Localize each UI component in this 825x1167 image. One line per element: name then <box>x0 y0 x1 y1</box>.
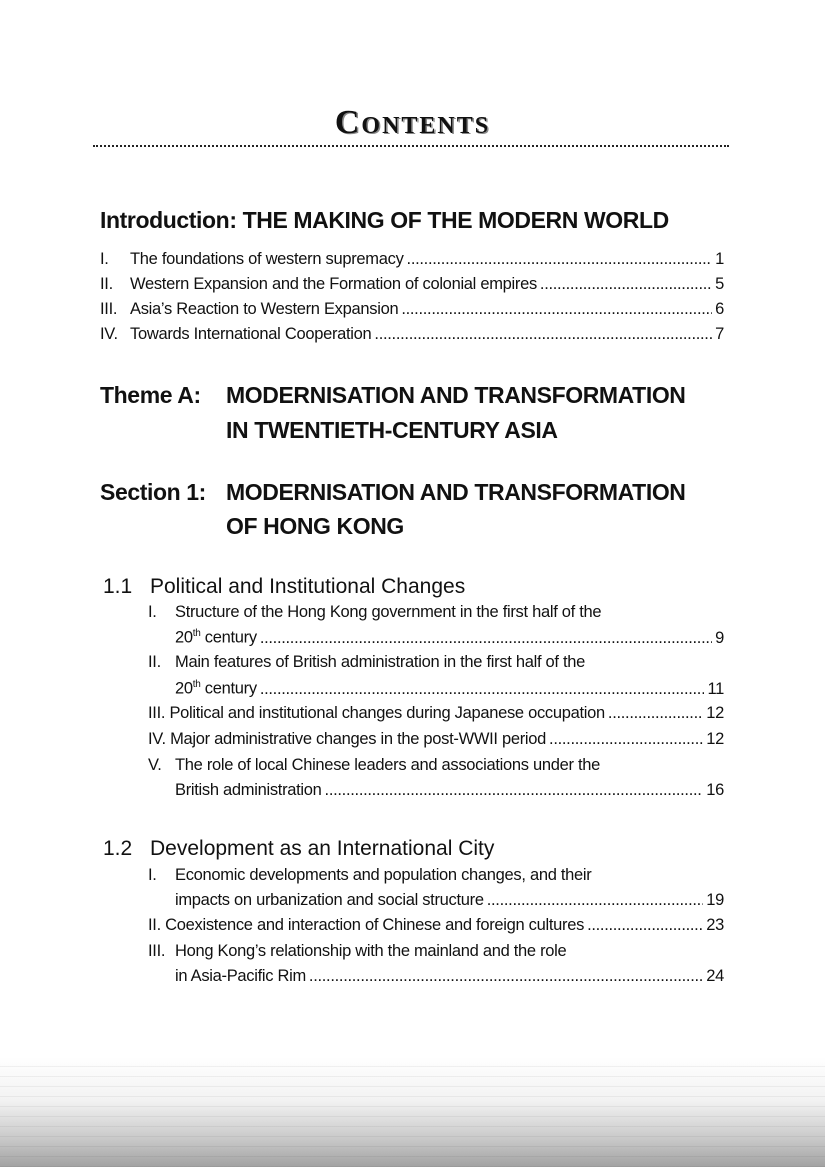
toc-entry[interactable] <box>148 916 724 935</box>
entry-page: 24 <box>706 967 724 985</box>
section-heading <box>100 479 686 506</box>
toc-entry-line2[interactable] <box>175 781 724 800</box>
toc-entry[interactable] <box>148 730 724 749</box>
entry-number: III. <box>148 704 166 722</box>
leader-dots <box>325 781 704 800</box>
theme-title-line1: MODERNISATION AND TRANSFORMATION <box>226 382 686 408</box>
entry-page: 23 <box>706 916 724 934</box>
entry-label: Structure of the Hong Kong government in the first half of the <box>175 603 602 621</box>
entry-number: I. <box>148 603 157 621</box>
leader-dots <box>549 730 703 749</box>
entry-label-cont: impacts on urbanization and social structure <box>175 891 484 909</box>
entry-number: I. <box>148 866 157 884</box>
bottom-gradient-band <box>0 1057 825 1167</box>
entry-label: Western Expansion and the Formation of colonial empires <box>130 275 537 293</box>
intro-heading: Introduction: THE MAKING OF THE MODERN WORLD <box>100 207 669 233</box>
entry-label: Political and institutional changes during Japanese occupation <box>169 704 605 722</box>
entry-label-cont <box>175 628 257 648</box>
toc-entry-line2[interactable] <box>175 628 724 648</box>
dotted-divider <box>93 145 729 147</box>
entry-label-cont <box>175 679 257 699</box>
subsection-1-2[interactable] <box>103 837 494 861</box>
superscript: th <box>192 679 201 690</box>
leader-dots <box>608 704 703 723</box>
toc-entry-line1[interactable] <box>148 866 591 885</box>
entry-label: Coexistence and interaction of Chinese and foreign cultures <box>165 916 585 934</box>
entry-page: 11 <box>707 679 724 698</box>
toc-entry[interactable] <box>100 250 724 269</box>
theme-title-line2: IN TWENTIETH-CENTURY ASIA <box>226 417 558 443</box>
entry-label-part: 20 <box>175 679 193 698</box>
toc-entry[interactable] <box>100 275 724 294</box>
toc-entry-line2[interactable] <box>175 967 724 986</box>
subsection-number: 1.2 <box>103 837 133 860</box>
entry-page: 12 <box>706 730 724 748</box>
leader-dots <box>407 250 713 269</box>
leader-dots <box>587 916 703 935</box>
entry-page: 19 <box>706 891 724 909</box>
entry-label: Asia’s Reaction to Western Expansion <box>130 300 399 318</box>
entry-label-cont: British administration <box>175 781 322 799</box>
toc-entry-line1[interactable] <box>148 942 566 961</box>
entry-number: II. <box>100 275 113 293</box>
entry-number: II. <box>148 916 161 934</box>
entry-page: 12 <box>706 704 724 722</box>
entry-label-part: 20 <box>175 628 193 647</box>
toc-entry-line1[interactable] <box>148 603 601 622</box>
entry-page: 7 <box>715 325 724 343</box>
leader-dots <box>260 680 705 699</box>
leader-dots <box>374 325 712 344</box>
toc-entry[interactable] <box>100 300 724 319</box>
entry-label: Main features of British administration in the first half of the <box>175 653 586 671</box>
entry-label: Economic developments and population changes, and their <box>175 866 592 884</box>
subsection-number: 1.1 <box>103 575 133 598</box>
entry-label: Major administrative changes in the post-WWII period <box>170 730 547 748</box>
toc-entry-line1[interactable] <box>148 756 600 775</box>
entry-number: IV. <box>100 325 118 343</box>
entry-page: 5 <box>715 275 724 293</box>
toc-entry-line1[interactable] <box>148 653 585 672</box>
leader-dots <box>401 300 712 319</box>
toc-entry[interactable] <box>148 704 724 723</box>
entry-number: V. <box>148 756 162 774</box>
entry-label: The role of local Chinese leaders and associations under the <box>175 756 601 774</box>
leader-dots <box>540 275 712 294</box>
entry-page: 6 <box>715 300 724 318</box>
section-title-line2: OF HONG KONG <box>226 513 404 539</box>
entry-label-part: century <box>200 679 257 698</box>
entry-label-cont: in Asia-Pacific Rim <box>175 967 306 985</box>
entry-page: 16 <box>706 781 724 799</box>
entry-number: II. <box>148 653 161 671</box>
subsection-label: Development as an International City <box>150 837 495 860</box>
entry-label: The foundations of western supremacy <box>130 250 404 268</box>
entry-number: III. <box>148 942 166 960</box>
entry-label: Hong Kong’s relationship with the mainland and the role <box>175 942 567 960</box>
leader-dots <box>309 967 703 986</box>
toc-entry-line2[interactable] <box>175 891 724 910</box>
entry-number: I. <box>100 250 109 268</box>
superscript: th <box>192 628 201 639</box>
theme-prefix: Theme A: <box>100 382 201 408</box>
section-title-line1: MODERNISATION AND TRANSFORMATION <box>226 479 686 505</box>
leader-dots <box>487 891 704 910</box>
entry-page: 9 <box>715 628 724 647</box>
leader-dots <box>260 629 712 648</box>
entry-page: 1 <box>715 250 724 268</box>
subsection-label: Political and Institutional Changes <box>150 575 466 598</box>
toc-entry-line2[interactable] <box>175 679 724 699</box>
section-prefix: Section 1: <box>100 479 206 505</box>
entry-label: Towards International Cooperation <box>130 325 372 343</box>
entry-number: IV. <box>148 730 166 748</box>
entry-number: III. <box>100 300 118 318</box>
toc-entry[interactable] <box>100 325 724 344</box>
page-title: Contents <box>334 104 491 141</box>
subsection-1-1[interactable] <box>103 575 465 599</box>
entry-label-part: century <box>200 628 257 647</box>
theme-heading <box>100 382 686 409</box>
